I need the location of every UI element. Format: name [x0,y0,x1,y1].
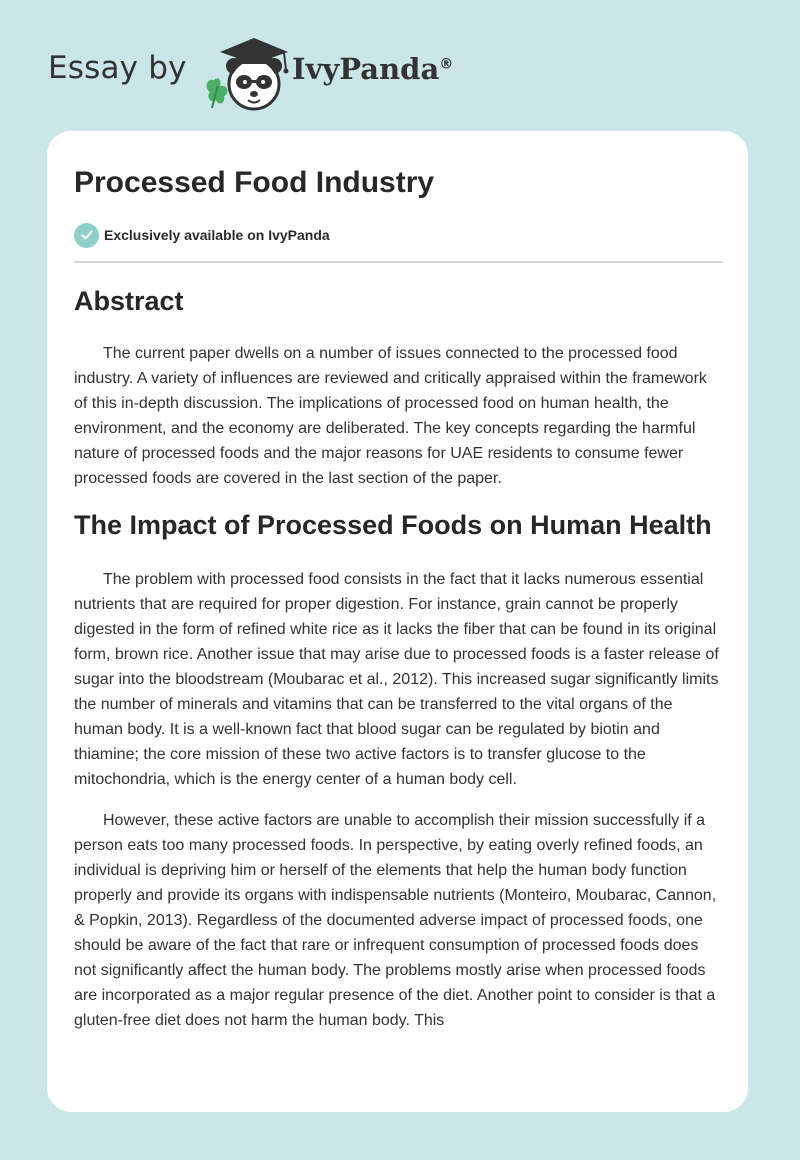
paragraph: The problem with processed food consists in the fact that it lacks numerous essential nutrients that are required for proper digestion. For instance, grain cannot be properly digested in the form of refined white rice as it lacks the fiber that can be found in its original form, brown rice. Another issue that may arise due to processed foods is a faster release of sugar into the bloodstream (Moubarac et al., 2012). This increased sugar significantly limits the number of minerals and vitamins that can be transferred to the vital organs of the human body. It is a well-known fact that blood sugar can be regulated by biotin and thiamine; the core mission of these two active factors is to transfer glucose to the mitochondria, which is the energy center of a human body cell. [74,571,719,788]
badge-text: Exclusively available on IvyPanda [104,227,330,243]
section-heading-abstract: Abstract [74,286,184,316]
page-title: Processed Food Industry [74,166,435,199]
check-circle-icon [74,223,99,248]
exclusive-badge [74,222,330,248]
brand-name [292,52,453,86]
panda-graduation-cap-icon [202,34,294,114]
ivy-leaf-icon [207,78,228,108]
essay-content [74,277,724,1033]
brand-header [48,34,508,114]
paragraph: However, these active factors are unable to accomplish their mission successfully if a person eats too many processed foods. In perspective, by eating overly refined foods, an individual is depriving him or herself of the elements that help the human body function properly and provide its organs with indispensable nutrients (Monteiro, Moubarac, Cannon, & Popkin, 2013). Regardless of the documented adverse impact of processed foods, one should be aware of the fact that rare or infrequent consumption of processed foods does not significantly affect the human body. The problems mostly arise when processed foods are incorporated as a major regular presence of the diet. Another point to consider is that a gluten-free diet does not harm the human body. This [74,812,717,1029]
registered-mark: ® [439,56,454,73]
section-heading-health-impact: The Impact of Processed Foods on Human Health [74,510,712,540]
essay-card [47,131,748,1112]
paragraph: The current paper dwells on a number of issues connected to the processed food industry. A variety of influences are reviewed and critically appraised within the framework of this in-depth discussion. The implications of processed food on human health, the environment, and the economy are deliberated. The key concepts regarding the harmful nature of processed foods and the major reasons for UAE residents to consume fewer processed foods are covered in the last section of the paper. [74,345,707,487]
brand-prefix: Essay by [48,50,187,86]
divider [74,261,723,263]
brand-name-text: IvyPanda [292,52,440,86]
